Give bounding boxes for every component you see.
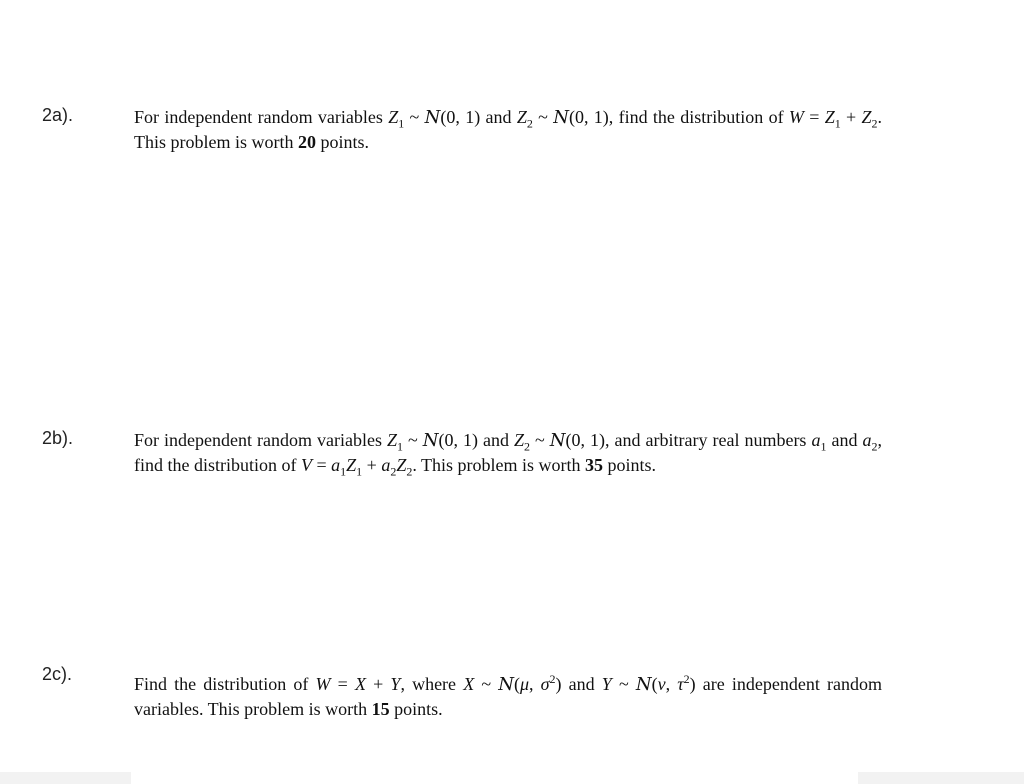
points-value: 35 <box>585 455 603 475</box>
points-value: 15 <box>371 699 390 719</box>
problem-number: 2b). <box>42 428 74 448</box>
problem-text: For independent random variables $Z_1$ ~ N(0, 1) and $Z_2$ ~ N(0, 1), find the distribution of $W = Z_1 + Z_2$. This problem is worth 20 points. <box>134 107 883 152</box>
problem-number: 2a). <box>42 105 74 125</box>
problem-text: For independent random variables $Z_1$ ~ N(0, 1) and $Z_2$ ~ N(0, 1), and arbitrary real numbers $a_1$ and $a_2$, find the distribution of $V = a_1Z_1 + a_2Z_2$. This problem is worth 35 points. <box>134 430 882 479</box>
page-bottom-edge <box>0 772 1024 784</box>
points-value: 20 <box>298 132 316 152</box>
page-sheet-edge <box>131 772 858 784</box>
problem-text: Find the distribution of W = X + Y, where X ~ N(μ, $\sigma^2$) and Y ~ N(ν, $\tau^2$) are independent random variables. This problem is worth 15 points. <box>134 672 883 719</box>
problem-number: 2c). <box>42 664 73 684</box>
